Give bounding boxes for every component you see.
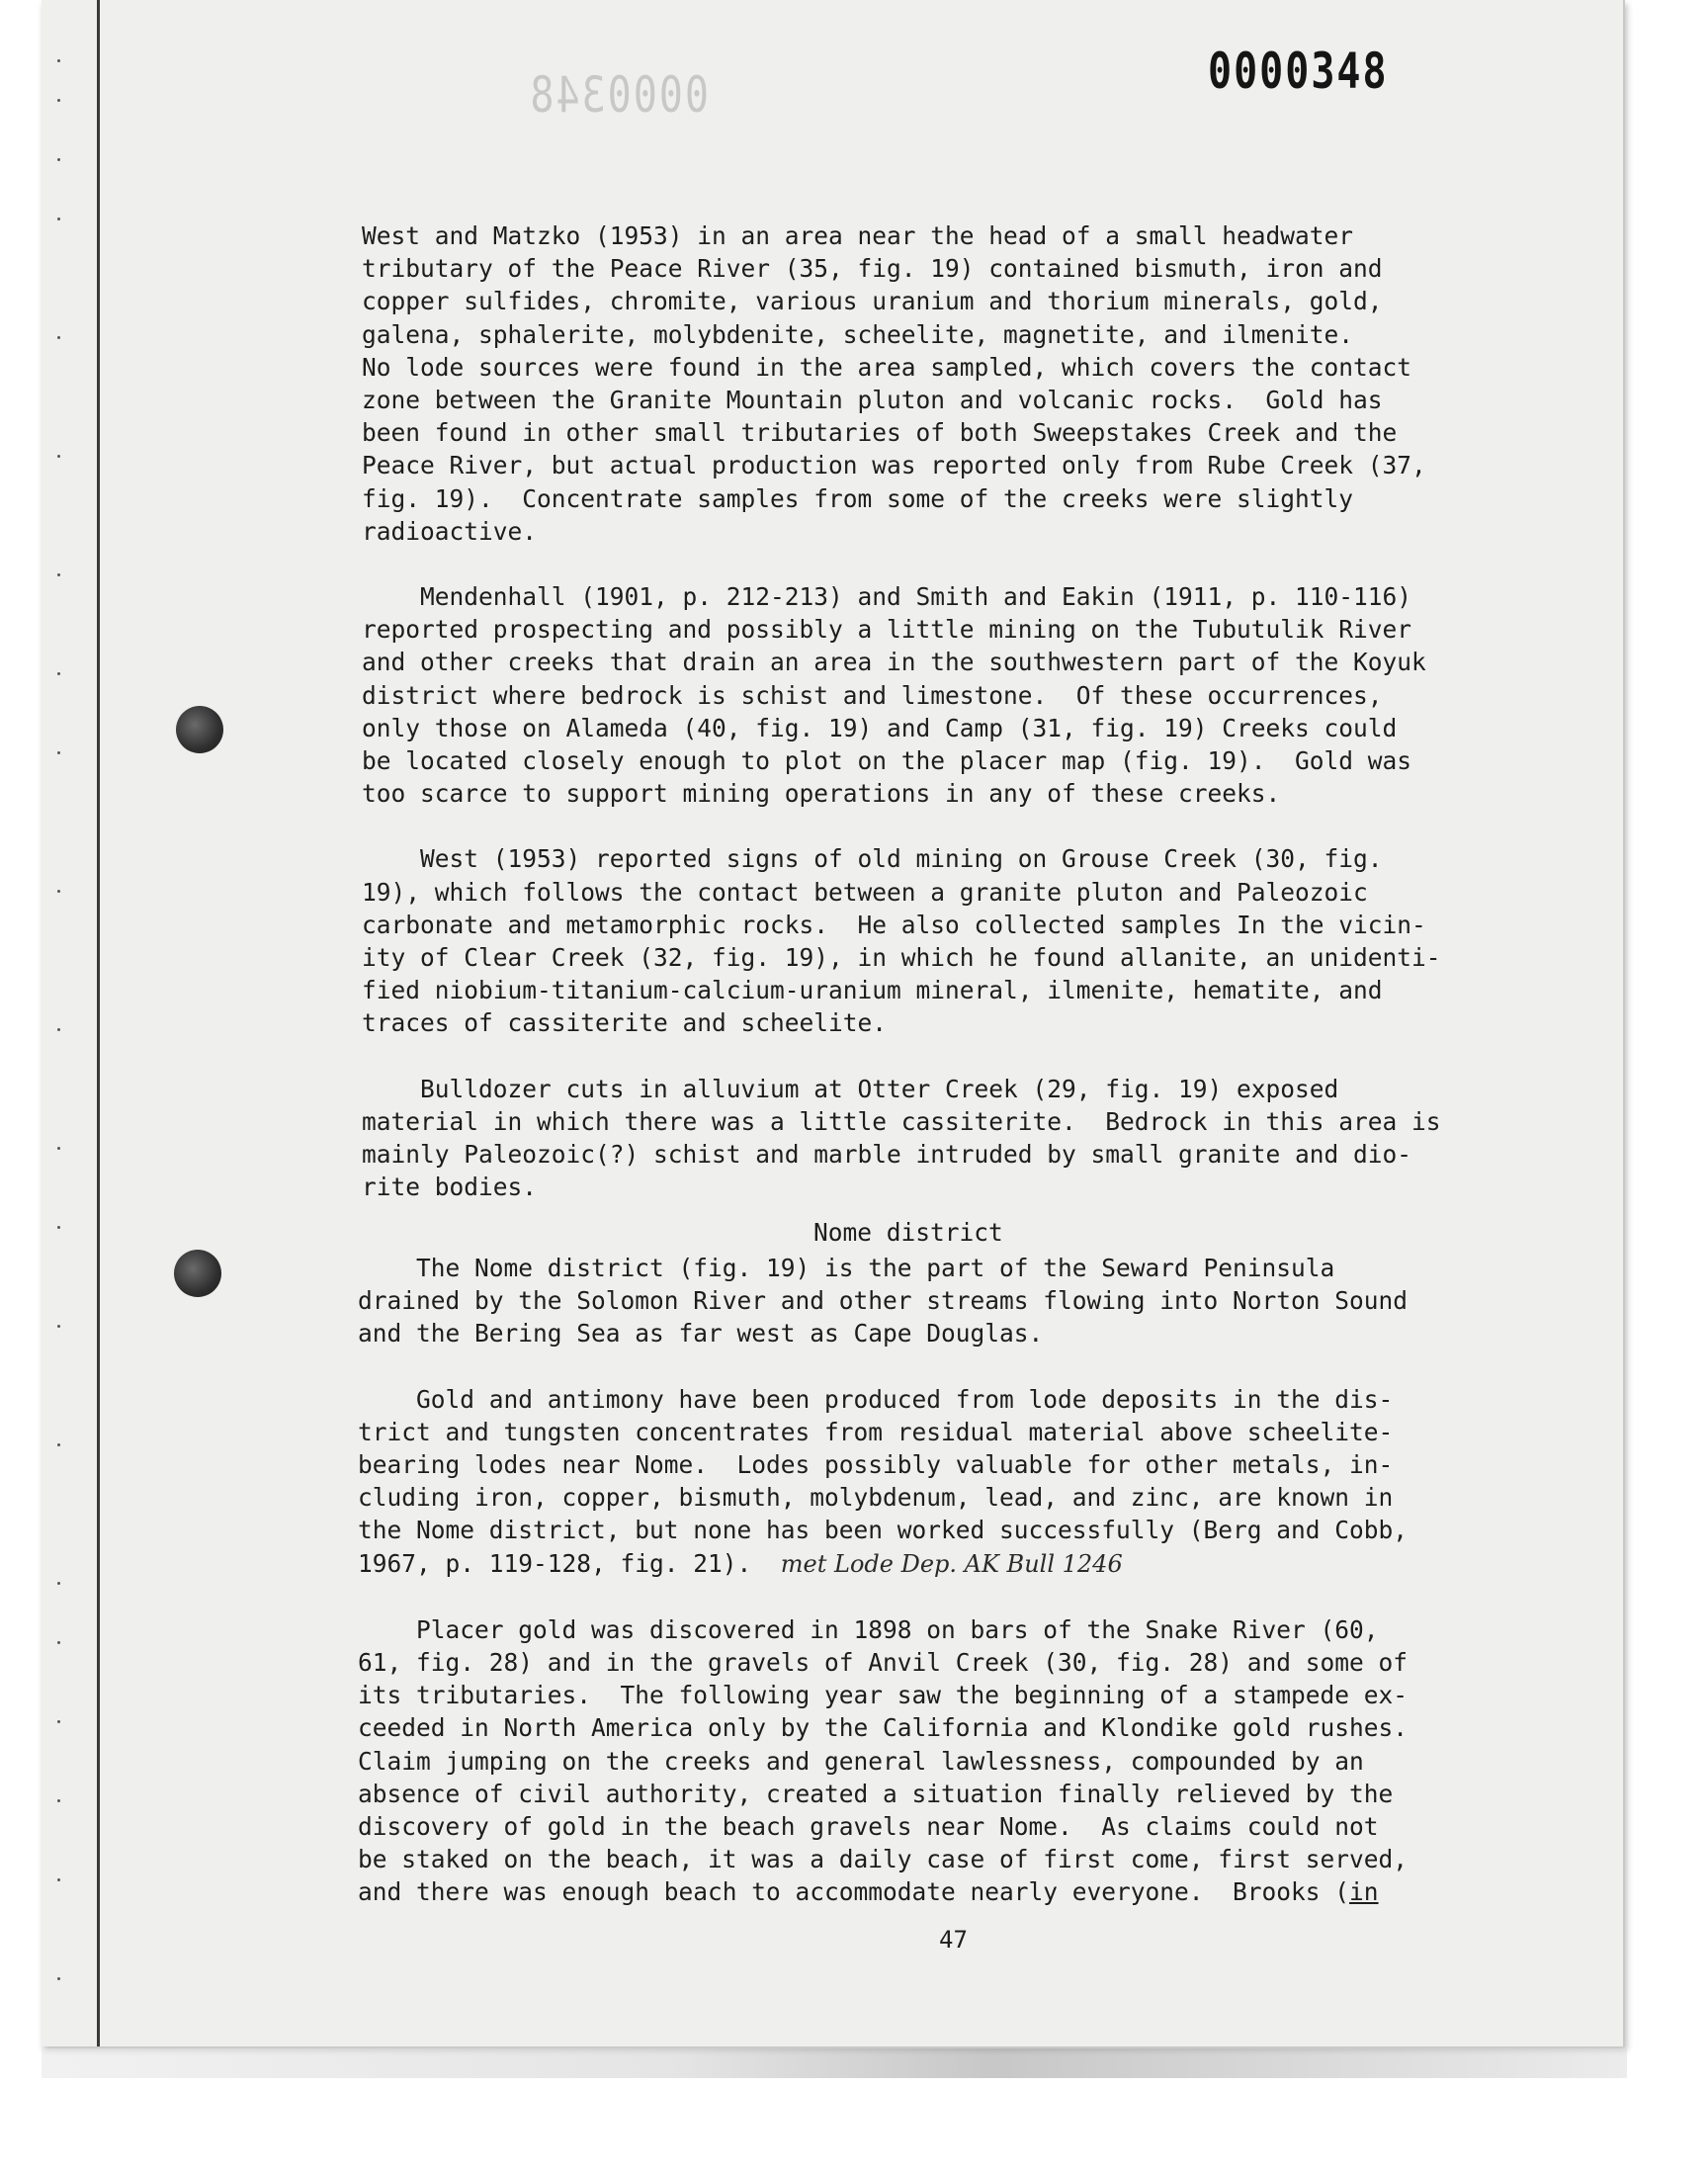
underlined-word: in bbox=[1349, 1877, 1379, 1907]
text-line: No lode sources were found in the area sampled, which covers the contact bbox=[362, 352, 1412, 382]
paragraph bbox=[362, 1073, 1597, 1204]
text-line: and other creeks that drain an area in the southwestern part of the Koyuk bbox=[362, 648, 1426, 677]
paragraph bbox=[358, 1252, 1593, 1350]
text-line: galena, sphalerite, molybdenite, scheelite, magnetite, and ilmenite. bbox=[362, 319, 1354, 349]
text-line: zone between the Granite Mountain pluton and volcanic rocks. Gold has bbox=[362, 386, 1383, 415]
text-line: been found in other small tributaries of both Sweepstakes Creek and the bbox=[362, 418, 1398, 448]
text-line: be located closely enough to plot on the placer map (fig. 19). Gold was bbox=[362, 746, 1412, 776]
text-line: tributary of the Peace River (35, fig. 19) contained bismuth, iron and bbox=[362, 254, 1383, 284]
text-line: be staked on the beach, it was a daily case of first come, first served, bbox=[358, 1845, 1409, 1874]
binding-line bbox=[97, 0, 100, 2046]
body-text-nome bbox=[358, 1252, 1593, 1942]
text-line: West and Matzko (1953) in an area near the head of a small headwater bbox=[362, 221, 1354, 250]
text-line: only those on Alameda (40, fig. 19) and Camp (31, fig. 19) Creeks could bbox=[362, 713, 1398, 742]
text-line: and the Bering Sea as far west as Cape Douglas. bbox=[358, 1319, 1044, 1348]
text-line: Peace River, but actual production was reported only from Rube Creek (37, bbox=[362, 451, 1426, 480]
handwritten-note: met Lode Dep. AK Bull 1246 bbox=[780, 1549, 1123, 1578]
text-line: Placer gold was discovered in 1898 on bars of the Snake River (60, bbox=[358, 1614, 1379, 1644]
section-heading: Nome district bbox=[813, 1218, 1003, 1247]
text-line: its tributaries. The following year saw the beginning of a stampede ex- bbox=[358, 1681, 1409, 1710]
text-line: Bulldozer cuts in alluvium at Otter Creek (29, fig. 19) exposed bbox=[362, 1074, 1339, 1103]
text-line: The Nome district (fig. 19) is the part of the Seward Peninsula bbox=[358, 1254, 1335, 1282]
text-line: traces of cassiterite and scheelite. bbox=[362, 1008, 888, 1038]
text-line: Gold and antimony have been produced from lode deposits in the dis- bbox=[358, 1384, 1394, 1414]
text-line: trict and tungsten concentrates from residual material above scheelite- bbox=[358, 1417, 1394, 1446]
text-line: fig. 19). Concentrate samples from some of the creeks were slightly bbox=[362, 483, 1354, 513]
margin-dots bbox=[47, 40, 77, 2017]
text-line: carbonate and metamorphic rocks. He also collected samples In the vicin- bbox=[362, 910, 1426, 939]
paragraph bbox=[362, 580, 1597, 810]
text-line: too scarce to support mining operations in any of these creeks. bbox=[362, 779, 1281, 809]
text-line: cluding iron, copper, bismuth, molybdenum, lead, and zinc, are known in bbox=[358, 1483, 1394, 1513]
text-line: absence of civil authority, created a situation finally relieved by the bbox=[358, 1779, 1394, 1808]
scan-edge bbox=[42, 2048, 1627, 2078]
text-line: reported prospecting and possibly a little mining on the Tubutulik River bbox=[362, 615, 1412, 645]
text-line: material in which there was a little cassiterite. Bedrock in this area is bbox=[362, 1106, 1441, 1136]
text-line bbox=[358, 1547, 1593, 1581]
citation-text: 1967, p. 119-128, fig. 21). bbox=[358, 1548, 752, 1578]
text-line: mainly Paleozoic(?) schist and marble intruded by small granite and dio- bbox=[362, 1140, 1412, 1170]
text-line: Mendenhall (1901, p. 212-213) and Smith and Eakin (1911, p. 110-116) bbox=[362, 582, 1412, 612]
text-line: fied niobium-titanium-calcium-uranium mineral, ilmenite, hematite, and bbox=[362, 976, 1383, 1005]
punch-hole-top bbox=[176, 706, 223, 753]
line-text: and there was enough beach to accommodate nearly everyone. Brooks ( bbox=[358, 1877, 1350, 1907]
text-line: copper sulfides, chromite, various uranium and thorium minerals, gold, bbox=[362, 287, 1383, 316]
text-line: radioactive. bbox=[362, 516, 538, 546]
text-line: the Nome district, but none has been worked successfully (Berg and Cobb, bbox=[358, 1516, 1409, 1545]
text-line: Claim jumping on the creeks and general lawlessness, compounded by an bbox=[358, 1746, 1364, 1776]
text-line: ceeded in North America only by the California and Klondike gold rushes. bbox=[358, 1713, 1409, 1743]
paragraph bbox=[358, 1383, 1593, 1581]
text-line: ity of Clear Creek (32, fig. 19), in which he found allanite, an unidenti- bbox=[362, 943, 1441, 973]
body-text-upper bbox=[362, 219, 1597, 1236]
bleed-through-number: 0000348 bbox=[528, 67, 709, 125]
page-number: 47 bbox=[939, 1926, 968, 1954]
punch-hole-bottom bbox=[174, 1250, 221, 1297]
text-line: West (1953) reported signs of old mining on Grouse Creek (30, fig. bbox=[362, 844, 1383, 874]
text-line: district where bedrock is schist and limestone. Of these occurrences, bbox=[362, 680, 1383, 710]
paragraph bbox=[362, 219, 1597, 548]
paragraph bbox=[362, 842, 1597, 1039]
text-line bbox=[358, 1875, 1593, 1908]
text-line: bearing lodes near Nome. Lodes possibly valuable for other metals, in- bbox=[358, 1450, 1394, 1480]
text-line: 61, fig. 28) and in the gravels of Anvil Creek (30, fig. 28) and some of bbox=[358, 1648, 1409, 1678]
text-line: rite bodies. bbox=[362, 1173, 538, 1202]
text-line: drained by the Solomon River and other streams flowing into Norton Sound bbox=[358, 1286, 1409, 1316]
text-line: discovery of gold in the beach gravels near Nome. As claims could not bbox=[358, 1812, 1379, 1842]
document-number: 0000348 bbox=[1208, 44, 1389, 101]
text-line: 19), which follows the contact between a granite pluton and Paleozoic bbox=[362, 877, 1368, 907]
paragraph bbox=[358, 1613, 1593, 1909]
